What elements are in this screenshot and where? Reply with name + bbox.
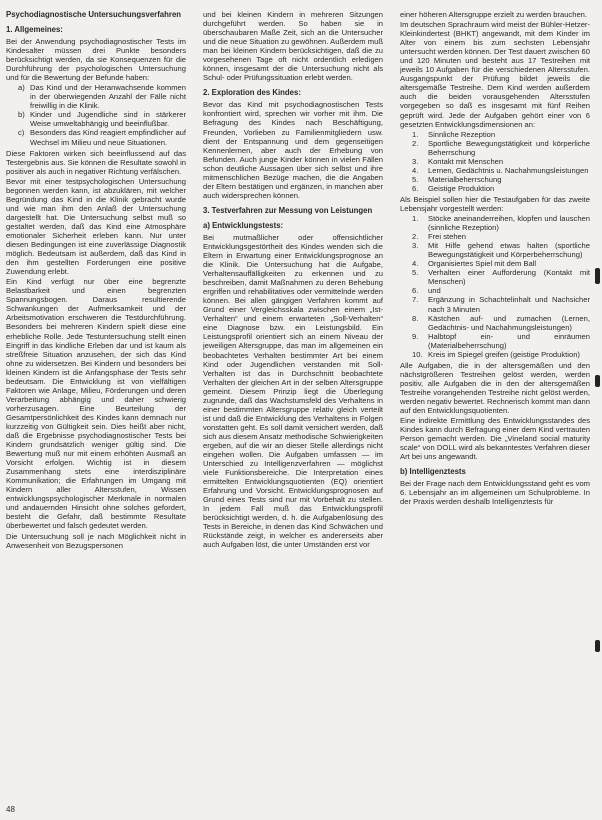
- list-item: [412, 175, 590, 184]
- paragraph: Eine indirekte Ermittlung des Entwicklungsstandes des Kindes kann durch Befragung einer dem Kind vertrauten Person gemacht werden. Die „Vineland social maturity scale“ von DOLL wird als bekanntestes Verfahren dieser Art bei uns angewandt.: [400, 416, 590, 462]
- subsection-heading-intelligence: b) Intelligenztests: [400, 467, 466, 477]
- factor-list: [6, 83, 186, 146]
- page-edge-mark: [595, 268, 600, 284]
- list-marker: 4.: [412, 165, 419, 175]
- list-marker: 2.: [412, 232, 419, 242]
- list-item-text: Besonders das Kind reagiert empfindlicher auf Wechsel im Milieu und neue Situationen.: [30, 128, 186, 147]
- list-item: [412, 214, 590, 232]
- paragraph: Alle Aufgaben, die in der altersgemäßen und den nächstgrößeren Testreihen gelöst werden, werden positiv, alle Aufgaben die in den der altersgemäßen Testreihe vorangehenden Testreihe nicht gelöst werden, werden negativ bewertet. Rechnerisch kommt man dann auf den Entwicklungsquotienten.: [400, 360, 590, 416]
- list-item-text: und: [428, 286, 441, 296]
- list-item-text: Verhalten einer Aufforderung (Kontakt mit Menschen): [428, 268, 590, 287]
- list-item: [412, 232, 590, 241]
- list-item: [412, 184, 590, 193]
- paragraph: und bei kleinen Kindern in mehreren Sitzungen durchgeführt werden. So haben sie in überschaubaren Maße Zeit, sich an die Untersucher und die neue Situation zu gewöhnen. Außerdem muß man bei kleinen Kindern berücksichtigen, daß die zu vorgesehenen Tage oft nicht ordentlich erledigen können, insgesamt der die Untersuchung nicht als Schul- oder Prüfungssituation erlebt werden.: [203, 10, 383, 83]
- list-item: [18, 110, 186, 128]
- list-marker: 6.: [412, 286, 419, 296]
- paragraph: Bei der Anwendung psychodiagnostischer Tests im Kindesalter müssen drei Punkte besonders berücksichtigt werden, da sie Konsequenzen für die Durchführung der psychologischen Untersuchung und für die Bewertung der Befunde haben:: [6, 37, 186, 83]
- list-item-text: Stöcke aneinanderreihen, klopfen und lauschen (sinnliche Rezeption): [428, 214, 590, 233]
- list-marker: 10.: [412, 349, 423, 359]
- paragraph: Diese Faktoren wirken sich beeinflussend auf das Testergebnis aus. Sie können die Resultate sowohl in positiver als auch in negativer Richtung verfälschen.: [6, 148, 186, 176]
- text-column-middle: [203, 10, 383, 810]
- list-item-text: Geistige Produktion: [428, 183, 495, 193]
- article-title: Psychodiagnostische Untersuchungsverfahren: [6, 10, 182, 19]
- list-item-text: Halbtopf ein- und einräumen (Materialbeherrschung): [428, 331, 590, 350]
- paragraph: Als Beispiel sollen hier die Testaufgaben für das zweite Lebensjahr vorgestellt werden:: [400, 194, 590, 213]
- list-marker: a): [18, 83, 25, 93]
- list-marker: 9.: [412, 331, 419, 341]
- list-item: [412, 139, 590, 157]
- list-marker: 8.: [412, 313, 419, 323]
- list-marker: 2.: [412, 138, 419, 148]
- page-edge-mark: [595, 375, 600, 387]
- page-edge-mark: [595, 640, 600, 652]
- list-item: [412, 166, 590, 175]
- list-item-text: Sinnliche Rezeption: [428, 129, 496, 139]
- list-marker: 4.: [412, 259, 419, 269]
- list-item: [412, 350, 590, 359]
- list-marker: 1.: [412, 129, 419, 139]
- section-heading-exploration: 2. Exploration des Kindes:: [203, 88, 301, 98]
- list-marker: 3.: [412, 156, 419, 166]
- list-item: [412, 295, 590, 313]
- page-number: 48: [6, 805, 15, 814]
- section-heading-general: 1. Allgemeines:: [6, 25, 63, 34]
- dimension-list: [400, 130, 590, 193]
- list-item: [412, 332, 590, 350]
- paragraph: Bevor das Kind mit psychodiagnostischen Tests konfrontiert wird, sprechen wir vorher mit ihm. Die Befragung des Kindes nach Beschäftigung, Freunden, Vorlieben zu Familienmitgliedern usw. dient der Entspannung und dem gegenseitigen Kennenlernen, aber auch der Erhebung von Befunden. Auch junge Kinder können in vielen Fällen schon deutliche Aussagen über sich selbst und ihre mitmenschlichen Bezüge machen, die die Angaben der Eltern bestätigen und ergänzen, in manchen aber auch widersprechen können.: [203, 100, 383, 200]
- list-item-text: Kreis im Spiegel greifen (geistige Produktion): [428, 349, 580, 359]
- list-item: [412, 130, 590, 139]
- list-marker: 5.: [412, 174, 419, 184]
- paragraph: Die Untersuchung soll je nach Möglichkeit nicht in Anwesenheit von Bezugspersonen: [6, 531, 186, 550]
- text-column-right: [400, 10, 590, 810]
- list-item-text: Kontakt mit Menschen: [428, 156, 504, 166]
- list-item: [412, 268, 590, 286]
- list-item-text: Materialbeherrschung: [428, 174, 502, 184]
- list-item: [18, 83, 186, 110]
- section-heading-tests: 3. Testverfahren zur Messung von Leistungen: [203, 205, 373, 215]
- list-item: [18, 128, 186, 146]
- paragraph: einer höheren Altersgruppe erzielt zu werden brauchen.: [400, 10, 588, 19]
- list-item-text: Kinder und Jugendliche sind in stärkerer Weise umweltabhängig und beeinflußbar.: [30, 110, 186, 129]
- list-marker: 7.: [412, 295, 419, 305]
- subsection-heading-development: a) Entwicklungstests:: [203, 220, 284, 230]
- list-marker: 3.: [412, 241, 419, 251]
- list-item: [412, 241, 590, 259]
- list-item-text: Lernen, Gedächtnis u. Nachahmungsleistungen: [428, 165, 589, 175]
- list-item-text: Sportliche Bewegungstätigkeit und körperliche Beherrschung: [428, 138, 590, 157]
- paragraph: Ein Kind verfügt nur über eine begrenzte Belastbarkeit und einen begrenzten Spannungsbogen. Daraus resultierende Schwankungen der Aufmerksamkeit und der Arbeitsmotivation erschweren die Testdurchführung. Besonders bei mehreren Kindern spielt diese eine erhebliche Rolle. Jede Testuntersuchung stellt einen Eingriff in das kindliche Erleben dar und ist kaum als streßfreie Situation anzusehen, der sich das Kind ohne zu widersetzen. Bei Kindern und besonders bei kleinen Kindern ist die Anfangsphase der Tests sehr bedeutsam. Die Entwicklung ist von vielfältigen Faktoren wie Anlage, Milieu, Förderungen und deren Verarbeitung abhängig und daher schwierig vorherzusagen. Eine Beurteilung der Gesamtpersönlichkeit des Kindes kann demnach nur kurzzeitig von Gültigkeit sein. Dies heißt aber nicht, daß die Ergebnisse psychodiagnostischer Tests bei Kindern grundsätzlich weniger gültig sind. Die Bewertung muß nur mit einem erhöhten Ausmaß an Vorsicht erfolgen. Wichtig ist in diesem Zusammenhang stets eine interdisziplinäre Kommunikation; die Erfahrungen im Umgang mit Kindern aller Altersstufen, Wissen entwicklungspsychologischer Merkmale in normalen und andauernden Hinsicht ohne solches gefordert, besteht die Gefahr, daß bestimmte Resultate überbewertet und falsch gedeutet werden.: [6, 277, 186, 531]
- list-marker: b): [18, 110, 25, 120]
- paragraph: Bevor mit einer testpsychologischen Untersuchung begonnen werden kann, ist abzuklären, mit welcher Begründung das Kind in die Klinik gebracht wurde und wie man ihm den Anlaß der Untersuchung dargestellt hat. Die Untersuchung selbst muß so gestaltet werden, daß das Kind eine Atmosphäre emotionaler Sicherheit erleben kann. Nur unter diesen Bedingungen ist eine zuverlässige Diagnostik möglich. Bedeutsam ist außerdem, daß das Kind in den ihm gestellten Forderungen eine positive Zuwendung erlebt.: [6, 176, 186, 277]
- list-marker: 6.: [412, 183, 419, 193]
- list-item: [412, 286, 590, 295]
- list-item-text: Frei stehen: [428, 232, 466, 242]
- list-marker: 5.: [412, 268, 419, 278]
- list-item-text: Mit Hilfe gehend etwas halten (sportliche Bewegungstätigkeit und Körperbeherrschung): [428, 241, 590, 260]
- list-marker: 1.: [412, 214, 419, 224]
- paragraph: Im deutschen Sprachraum wird meist der Bühler-Hetzer-Kleinkindertest (BHKT) angewandt, mit dem Kinder im Alter von einem bis zum sechsten Lebensjahr untersucht werden können. Der Test dauert zwischen 60 und 120 Minuten und besteht aus 17 Testreihen mit jeweils 10 Aufgaben für die verschiedenen Altersstufen. Ausgangspunkt der Prüfung bildet jeweils die altersgemäße Testreihe. Dem Kind werden außerdem auch die beiden vorausgehenden Altersstufen vorgegeben so daß es insgesamt mit fünf Reihen geprüft wird. Jede der Aufgaben gehört einer von 6 gesetzten Entwicklungsdimensionen an:: [400, 20, 590, 129]
- list-item-text: Kästchen auf- und zumachen (Lernen, Gedächtnis- und Nachahmungsleistungen): [428, 313, 590, 332]
- list-item: [412, 314, 590, 332]
- list-item: [412, 259, 590, 268]
- text-column-left: [6, 10, 186, 810]
- list-item-text: Ergänzung in Schachtelinhalt und Nachsicher nach 3 Minuten: [428, 295, 590, 314]
- list-marker: c): [18, 128, 25, 138]
- list-item-text: Das Kind und der Heranwachsende kommen in der überwiegenden Anzahl der Fälle nicht freiwillig in die Klinik.: [30, 83, 186, 111]
- list-item-text: Organisiertes Spiel mit dem Ball: [428, 259, 537, 269]
- list-item: [412, 157, 590, 166]
- paragraph: Bei der Frage nach dem Entwicklungsstand geht es vom 6. Lebensjahr an im allgemeinen um Schulprobleme. In der Praxis werden deshalb Intelligenztests für: [400, 479, 590, 507]
- paragraph: Bei mutmaßlicher oder offensichtlicher Entwicklungsgestörtheit des Kindes wenden sich die Eltern in Erwartung einer Entwicklungsprognose an die Klinik. Die Untersuchung hat die Aufgabe, Verhaltensauffälligkeiten zu erkennen und zu beschreiben, damit Maßnahmen zu deren Behebung ergriffen und rehabilitatives oder vermittelnde werden können. Bei allen gängigen Verfahren kommt auf Grund einer Vergleichsskala zwischen einem „Ist-Verhalten“ und einem erwarteten „Soll-Verhalten“ eine Diagnose bzw. ein Leistungsbild. Ein Leistungsprofil orientiert sich an einem Niveau der jeweiligen Altersgruppe, das man im allgemeinen ein beobachtetes Verhalten bestimmter Art bei einem Kind oder Jugendlichen verstanden mit Soll-Verhalten ist das in Durchschnitt beobachtete Verhalten der gleichen Art in der selben Altersgruppe gemeint. Diesem Prinzip liegt die Überlegung zugrunde, daß das Wachstumsfeld des Verhaltens in einer bestimmten Altersgruppe relativ gleich verteilt ist und daß die Entwicklung des Verhaltens in Folgen vonstatten geht. Es soll damit versichert werden, daß sich aus diesem Ansatz methodische Schwierigkeiten ergeben, auf die wir an dieser Stelle allerdings nicht eingehen wollen. Die Aufgaben umfassen — im Unterschied zu Intelligenzverfahren — möglichst viele Funktionsbereiche. Die Interpretation eines ermittelten Entwicklungsquotienten (EQ) orientiert Erfahrung und Vorsicht. Entwicklungsprognosen auf Grund eines Tests sind nur mit Vorbehalt zu stellen. In jedem Fall muß das Entwicklungsprofil berücksichtigt werden, d. h. die Aufgabenlösung des Tests in Bereiche, in denen das Kind Schwächen und Rückstände zeigt, in welcher es andererseits aber auch Aufgaben löst, die unter Umständen erst vor: [203, 232, 383, 550]
- task-list: [400, 214, 590, 359]
